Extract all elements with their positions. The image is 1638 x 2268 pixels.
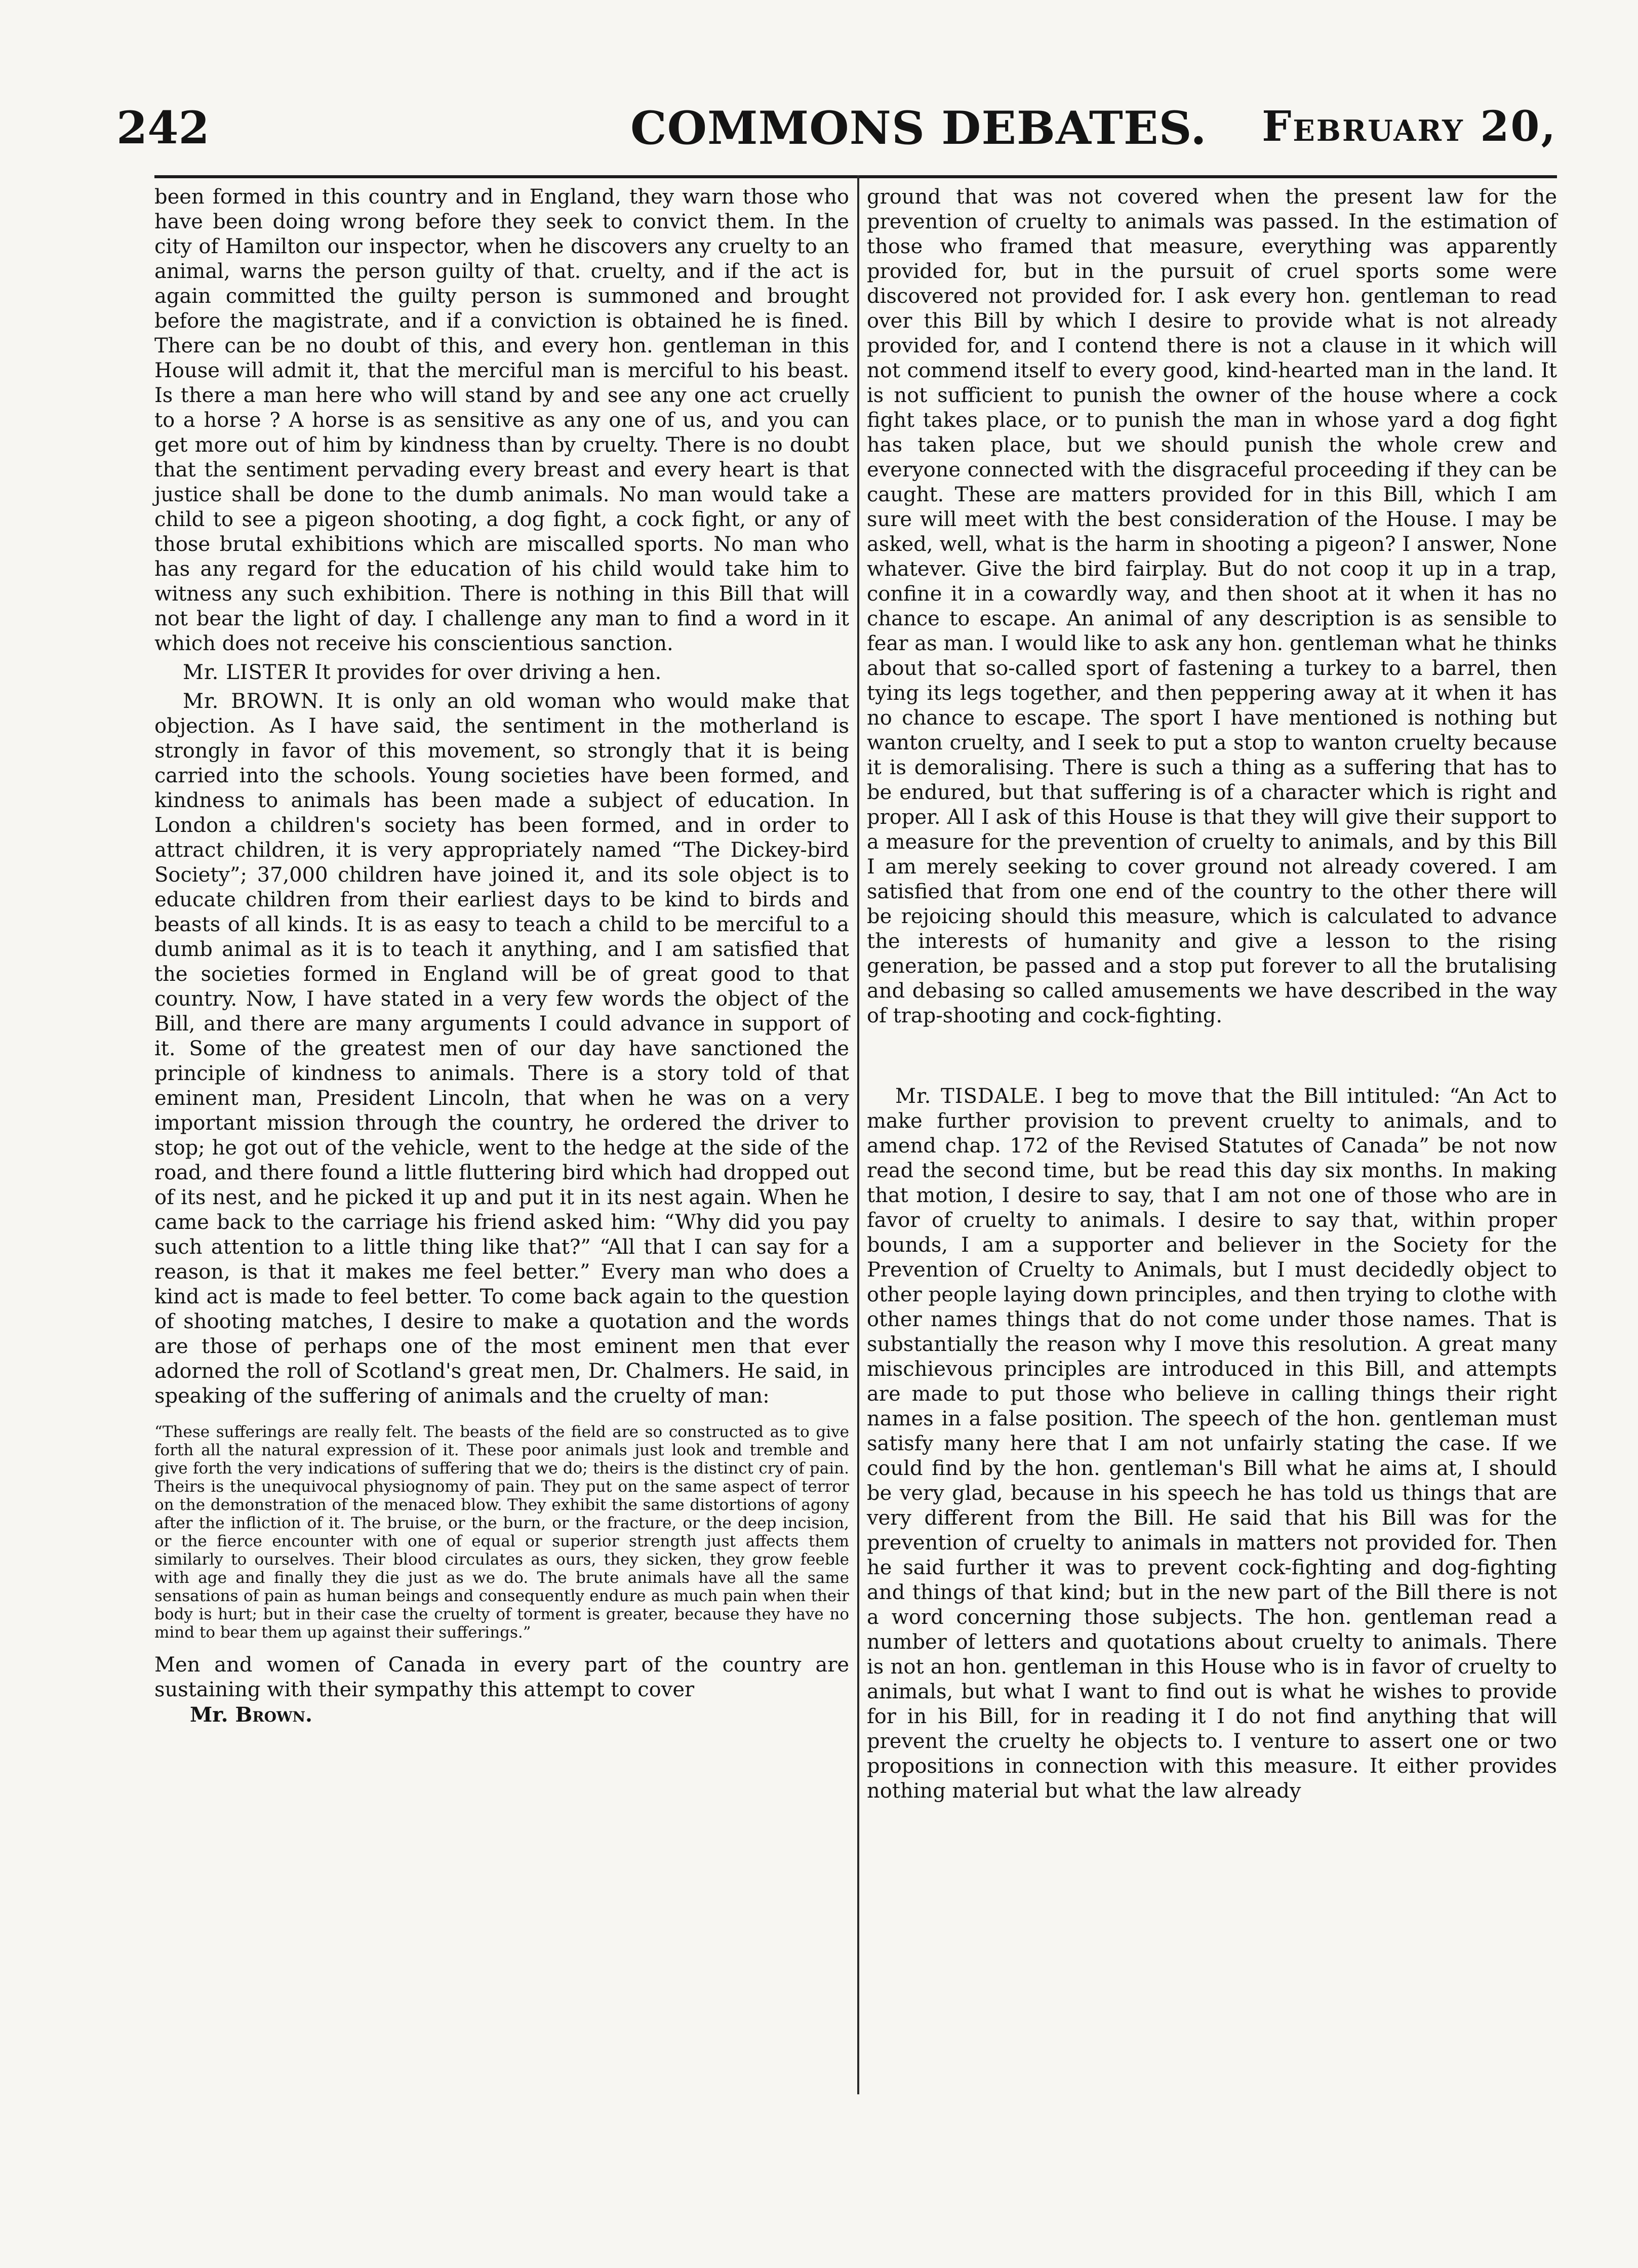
publication-title: COMMONS DEBATES. — [630, 101, 1207, 155]
left-closing-paragraph: Men and women of Canada in every part of the country are sustaining with their sympathy this attempt to cover — [154, 1653, 849, 1701]
lister-remark — [154, 660, 849, 685]
right-paragraph-1: ground that was not covered when the present law for the prevention of cruelty to animals was passed. In the estimation of those who framed that measure, everything was apparently provided for, but in the pursuit of cruel sports some were discovered not provided for. I ask every hon. gentleman to read over this Bill by which I desire to provide what is not already provided for, and I contend there is not a clause in it which will not commend itself to every good, kind-hearted man in the land. It is not sufficient to punish the owner of the house where a cock fight takes place, or to punish the man in whose yard a dog fight has taken place, but we should punish the whole crew and everyone connected with the disgraceful proceeding if they can be caught. These are matters provided for in this Bill, which I am sure will meet with the best consideration of the House. I may be asked, well, what is the harm in shooting a pigeon? I answer, None whatever. Give the bird fairplay. But do not coop it up in a trap, confine it in a cowardly way, and then shoot at it when it has no chance to escape. An animal of any description is as sensible to fear as man. I would like to ask any hon. gentleman what he thinks about that so-called sport of fastening a turkey to a barrel, then tying its legs together, and then peppering away at it when it has no chance to escape. The sport I have mentioned is nothing but wanton cruelty, and I seek to put a stop to wanton cruelty because it is demoralising. There is such a thing as a suffering that has to be endured, but that suffering is of a character which is right and proper. All I ask of this House is that they will give their support to a measure for the prevention of cruelty to animals, and by this Bill I am merely seeking to cover ground not already covered. I am satisfied that from one end of the country to the other there will be rejoicing should this measure, which is calculated to advance the interests of humanity and give a lesson to the rising generation, be passed and a stop put forever to all the brutalising and debasing so called amusements we have described in the way of trap-shooting and cock-fighting. — [867, 185, 1557, 1027]
chalmers-quotation: “These sufferings are really felt. The beasts of the field are so constructed as to give forth all the natural expression of it. These poor animals just look and tremble and give forth the very indications of suffering that we do; theirs is the distinct cry of pain. Theirs is the unequivocal physiognomy of pain. They put on the same aspect of terror on the demonstration of the menaced blow. They exhibit the same distortions of agony after the infliction of it. The bruise, or the burn, or the fracture, or the deep incision, or the fierce encounter with one of equal or superior strength just affects them similarly to ourselves. Their blood circulates as ours, they sicken, they grow feeble with age and finally they die just as we do. The brute animals have all the same sensations of pain as human beings and consequently endure as much pain when their body is hurt; but in their case the cruelty of torment is greater, because they have no mind to bear them up against their sufferings.” — [154, 1423, 849, 1642]
header-rule — [154, 175, 1557, 178]
brown-speech — [154, 689, 849, 1409]
left-paragraph-1: been formed in this country and in England, they warn those who have been doing wrong before they seek to convict them. In the city of Hamilton our inspector, when he discovers any cruelty to an animal, warns the person guilty of that. cruelty, and if the act is again committed the guilty person is summoned and brought before the magistrate, and if a conviction is obtained he is fined. There can be no doubt of this, and every hon. gentleman in this House will admit it, that the merciful man is merciful to his beast. Is there a man here who will stand by and see any one act cruelly to a horse ? A horse is as sensitive as any one of us, and you can get more out of him by kindness than by cruelty. There is no doubt that the sentiment pervading every breast and every heart is that justice shall be done to the dumb animals. No man would take a child to see a pigeon shooting, a dog fight, a cock fight, or any of those brutal exhibitions which are miscalled sports. No man who has any regard for the education of his child would take him to witness any such exhibition. There is nothing in this Bill that will not bear the light of day. I challenge any man to find a word in it which does not receive his conscientious sanction. — [154, 185, 849, 655]
page-number: 242 — [116, 101, 210, 154]
speech-text: It provides for over driving a hen. — [314, 661, 662, 684]
speaker-name: Mr. BROWN. — [183, 690, 325, 713]
left-column — [154, 185, 849, 1727]
column-divider — [857, 175, 859, 2094]
signature-prefix: Mr. — [190, 1703, 228, 1727]
right-column — [867, 185, 1557, 1804]
page-header — [116, 101, 1557, 162]
tisdale-speech — [867, 1084, 1557, 1804]
speaker-name: Mr. TISDALE. — [895, 1085, 1046, 1108]
speech-text: It is only an old woman who would make that objection. As I have said, the sentiment in the motherland is strongly in favor of this movement, so strongly that it is being carried into the schools. Young societies have been formed, and kindness to animals has been made a subject of education. In London a children's society has been formed, and in order to attract children, it is very appropriately named “The Dickey-bird Society”; 37,000 children have joined it, and its sole object is to educate children from their earliest days to be kind to birds and beasts of all kinds. It is as easy to teach a child to be merciful to a dumb animal as it is to teach it anything, and I am satisfied that the societies formed in England will be of great good to that country. Now, I have stated in a very few words the object of the Bill, and there are many arguments I could advance in support of it. Some of the greatest men of our day have sanctioned the principle of kindness to animals. There is a story told of that eminent man, President Lincoln, that when he was on a very important mission through the country, he ordered the driver to stop; he got out of the vehicle, went to the hedge at the side of the road, and there found a little fluttering bird which had dropped out of its nest, and he picked it up and put it in its nest again. When he came back to the carriage his friend asked him: “Why did you pay such attention to a little thing like that?” “All that I can say for a reason, is that it makes me feel better.” Every man who does a kind act is made to feel better. To come back again to the question of shooting matches, I desire to make a quotation and the words are those of perhaps one of the most eminent men that ever adorned the roll of Scotland's great men, Dr. Chalmers. He said, in speaking of the suffering of animals and the cruelty of man: — [154, 690, 850, 1408]
speaker-name: Mr. LISTER — [183, 661, 308, 684]
page-date: February 20, — [1262, 102, 1557, 151]
signature-name: Brown. — [235, 1703, 312, 1727]
speaker-signature — [154, 1702, 849, 1727]
speech-text: I beg to move that the Bill intituled: “An Act to make further provision to prevent cruelty to animals, and to amend chap. 172 of the Revised Statutes of Canada” be not now read the second time, but be read this day six months. In making that motion, I desire to say, that I am not one of those who are in favor of cruelty to animals. I desire to say that, within proper bounds, I am a supporter and believer in the Society for the Prevention of Cruelty to Animals, but I must decidedly object to other people laying down principles, and then trying to clothe with other names things that do not come under those names. That is substantially the reason why I move this resolution. A great many mischievous principles are introduced in this Bill, and attempts are made to put those who believe in calling things their right names in a false position. The speech of the hon. gentleman must satisfy many here that I am not unfairly stating the case. If we could find by the hon. gentleman's Bill what he aims at, I should be very glad, because in his speech he has told us things that are very different from the Bill. He said that his Bill was for the prevention of cruelty to animals in matters not provided for. Then he said further it was to prevent cock-fighting and dog-fighting and things of that kind; but in the new part of the Bill there is not a word concerning those subjects. The hon. gentleman read a number of letters and quotations about cruelty to animals. There is not an hon. gentleman in this House who is in favor of cruelty to animals, but what I want to find out is what he wishes to provide for in his Bill, for in reading it I do not find anything that will prevent the cruelty he objects to. I venture to assert one or two propositions in connection with this measure. It either provides nothing material but what the law already — [867, 1085, 1557, 1803]
